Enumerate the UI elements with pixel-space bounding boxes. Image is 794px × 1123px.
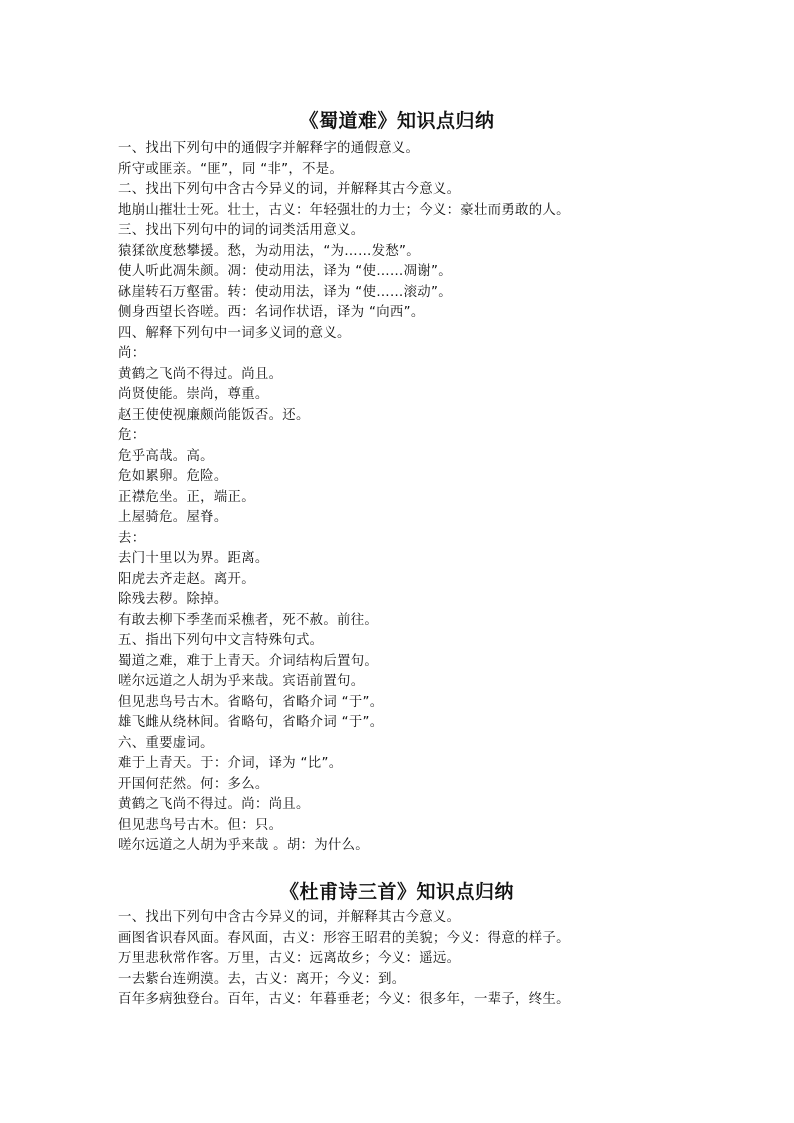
section1-line: 有敢去柳下季垄而采樵者，死不赦。前往。 [118, 612, 379, 628]
section1-line: 所守或匪亲。“匪”，同 “非”，不是。 [118, 161, 344, 177]
section1-line: 三、找出下列句中的词的词类活用意义。 [118, 223, 365, 238]
section1-line: 危如累卵。危险。 [118, 469, 228, 484]
section2-body [118, 908, 758, 1011]
section2-line: 百年多病独登台。百年，古义：年暮垂老；今义：很多年，一辈子，终生。 [118, 992, 570, 1007]
section1-line: 地崩山摧壮士死。壮士，古义：年轻强壮的力士；今义：豪壮而勇敢的人。 [118, 202, 570, 218]
section2-line: 一去紫台连朔漠。去，古义：离开；今义：到。 [118, 971, 406, 987]
section1-line: 难于上青天。于：介词，译为 “比”。 [118, 756, 343, 771]
section1-line: 上屋骑危。屋脊。 [118, 510, 228, 525]
section1-line: 阳虎去齐走赵。离开。 [118, 571, 255, 587]
section1-line: 猿猱欲度愁攀援。愁，为动用法，“为……发愁”。 [118, 243, 420, 259]
section1-line: 黄鹤之飞尚不得过。尚：尚且。 [118, 797, 310, 812]
section1-line: 开国何茫然。何：多么。 [118, 776, 269, 792]
section1-line: 砯崖转石万壑雷。转：使动用法，译为 “使……滚动”。 [118, 284, 452, 300]
section1-line: 危乎高哉。高。 [118, 448, 214, 464]
section1-line: 五、指出下列句中文言特殊句式。 [118, 633, 324, 648]
section1-line: 去门十里以为界。距离。 [118, 551, 269, 566]
section2-line: 画图省识春风面。春风面，古义：形容王昭君的美貌；今义：得意的样子。 [118, 930, 570, 946]
section1-line: 嗟尔远道之人胡为乎来哉 。胡：为什么。 [118, 838, 369, 853]
section1-line: 黄鹤之飞尚不得过。尚且。 [118, 366, 283, 382]
section1-line: 嗟尔远道之人胡为乎来哉。宾语前置句。 [118, 674, 365, 689]
section1-line: 尚： [118, 346, 146, 361]
section1-line: 正襟危坐。正，端正。 [118, 489, 255, 505]
section2-line: 万里悲秋常作客。万里，古义：远离故乡；今义：遥远。 [118, 951, 461, 966]
section1-line: 尚贤使能。崇尚，尊重。 [118, 387, 269, 402]
section2-title: 《杜甫诗三首》知识点归纳 [279, 881, 514, 903]
section1-line: 使人听此凋朱颜。凋：使动用法，译为 “使……凋谢”。 [118, 264, 452, 279]
section1-line: 但见悲鸟号古木。省略句，省略介词 “于”。 [118, 694, 384, 710]
section1-line: 蜀道之难，难于上青天。介词结构后置句。 [118, 653, 379, 669]
section1-line: 赵王使使视廉颇尚能饭否。还。 [118, 407, 310, 423]
section1-title: 《蜀道难》知识点归纳 [299, 110, 495, 132]
section1-line: 四、解释下列句中一词多义词的意义。 [118, 325, 351, 341]
section1-body [118, 139, 758, 857]
section1-line: 危： [118, 428, 146, 443]
section1-line: 二、找出下列句中含古今异义的词，并解释其古今意义。 [118, 182, 461, 197]
section1-line: 六、重要虚词。 [118, 735, 214, 751]
section2-line: 一、找出下列句中含古今异义的词，并解释其古今意义。 [118, 910, 461, 925]
section1-line: 除残去秽。除掉。 [118, 592, 228, 607]
section1-line: 去： [118, 530, 146, 546]
section1-line: 一、找出下列句中的通假字并解释字的通假意义。 [118, 141, 420, 156]
section1-line: 雄飞雌从绕林间。省略句，省略介词 “于”。 [118, 715, 384, 730]
section1-line: 侧身西望长咨嗟。西：名词作状语，译为 “向西”。 [118, 305, 425, 320]
section1-line: 但见悲鸟号古木。但：只。 [118, 817, 283, 833]
